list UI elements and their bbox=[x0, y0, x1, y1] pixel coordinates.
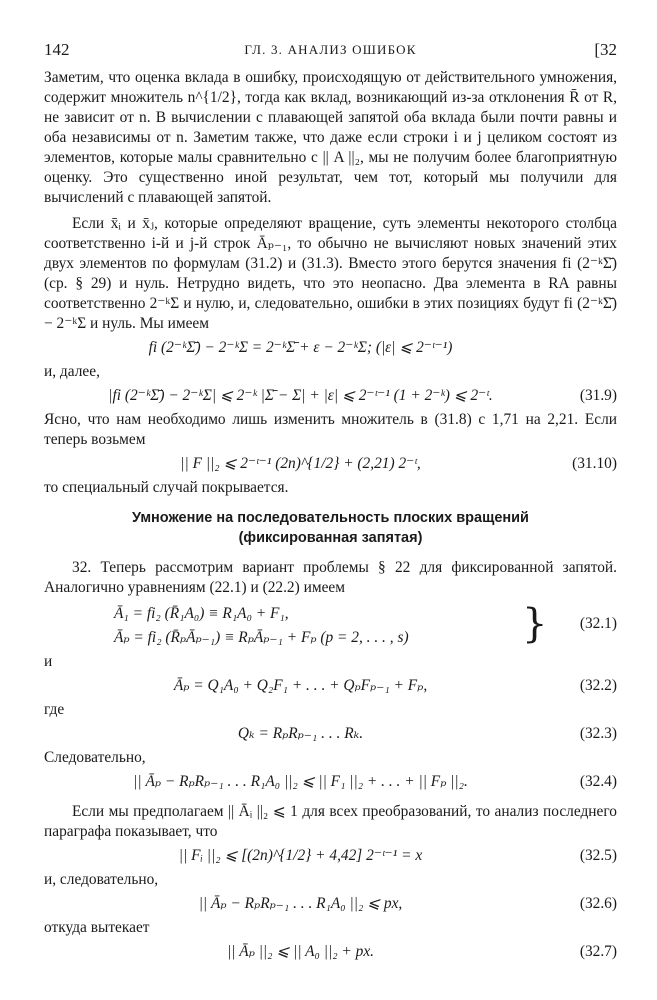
equation-body: Qₖ = RₚRₚ₋₁ . . . Rₖ. bbox=[237, 725, 364, 742]
equation-32-5 bbox=[44, 842, 617, 870]
section-heading-line-1: Умножение на последовательность плоских вращений bbox=[132, 510, 529, 526]
equation-line-2: Āₚ = fi₂ (R̄ₚĀₚ₋₁) ≡ RₚĀₚ₋₁ + Fₚ (p = 2, . . . , s) bbox=[114, 629, 409, 646]
paragraph-3: Ясно, что нам необходимо лишь изменить множитель в (31.8) с 1,71 на 2,21. Если теперь возьмем bbox=[44, 411, 617, 448]
equation-number: (31.9) bbox=[579, 387, 617, 404]
paragraph-4: то специальный случай покрывается. bbox=[44, 479, 289, 496]
equation-number: (32.2) bbox=[579, 677, 617, 694]
equation-number: (32.7) bbox=[579, 943, 617, 960]
equation-body: Āₚ = Q₁A₀ + Q₂F₁ + . . . + QₚFₚ₋₁ + Fₚ, bbox=[173, 677, 428, 694]
equation-body: fi (2⁻ᵏΣ̄) − 2⁻ᵏΣ = 2⁻ᵏΣ̄ + ε − 2⁻ᵏΣ; (|ε| ⩽ 2⁻ᵗ⁻¹) bbox=[148, 339, 453, 356]
text-and-consequently: и, следовательно, bbox=[44, 871, 159, 888]
equation-32-3 bbox=[44, 720, 617, 748]
equation-number: (32.6) bbox=[579, 895, 617, 912]
equation-32-1 bbox=[44, 598, 617, 652]
equation-32-4 bbox=[44, 768, 617, 796]
equation-number: (32.4) bbox=[579, 773, 617, 790]
equation-32-7 bbox=[44, 938, 617, 966]
equation-body: || Āₚ − RₚRₚ₋₁ . . . R₁A₀ ||₂ ⩽ px, bbox=[198, 895, 403, 912]
right-brace: } bbox=[522, 601, 548, 647]
page-body bbox=[44, 68, 617, 966]
text-and-further: и, далее, bbox=[44, 363, 100, 380]
equation-number: (31.10) bbox=[572, 455, 617, 472]
equation-line-1: Ā₁ = fi₂ (R̄₁A₀) ≡ R₁A₀ + F₁, bbox=[114, 605, 289, 622]
chapter-title: ГЛ. 3. АНАЛИЗ ОШИБОК bbox=[244, 42, 417, 57]
equation-number: (32.5) bbox=[579, 847, 617, 864]
equation-32-6 bbox=[44, 890, 617, 918]
equation-body: || Āₚ ||₂ ⩽ || A₀ ||₂ + px. bbox=[226, 943, 374, 960]
equation-number: (32.3) bbox=[579, 725, 617, 742]
equation-31-9 bbox=[44, 382, 617, 410]
section-marker: [32 bbox=[594, 40, 617, 59]
text-where: где bbox=[44, 701, 65, 718]
equation-body: || F ||₂ ⩽ 2⁻ᵗ⁻¹ (2n)^{1/2} + (2,21) 2⁻ᵗ, bbox=[180, 455, 421, 472]
equation-body: |fi (2⁻ᵏΣ̄) − 2⁻ᵏΣ| ⩽ 2⁻ᵏ |Σ̄ − Σ| + |ε| ⩽ 2⁻ᵗ⁻¹ (1 + 2⁻ᵏ) ⩽ 2⁻ᵗ. bbox=[108, 387, 493, 404]
equation-body: || Āₚ − RₚRₚ₋₁ . . . R₁A₀ ||₂ ⩽ || F₁ ||₂ + . . . + || Fₚ ||₂. bbox=[133, 773, 468, 790]
paragraph-6: Если мы предполагаем || Āᵢ ||₂ ⩽ 1 для всех преобразований, то анализ последнего параграфа показывает, что bbox=[44, 803, 617, 840]
text-whence: откуда вытекает bbox=[44, 919, 150, 936]
equation-32-2 bbox=[44, 672, 617, 700]
equation-error-identity bbox=[44, 334, 617, 362]
page-number: 142 bbox=[44, 40, 70, 59]
equation-body: || Fᵢ ||₂ ⩽ [(2n)^{1/2} + 4,42] 2⁻ᵗ⁻¹ = x bbox=[178, 847, 423, 864]
text-therefore: Следовательно, bbox=[44, 749, 146, 766]
paragraph-2: Если x̄ᵢ и x̄ⱼ, которые определяют вращение, суть элементы некоторого столбца соответственно i-й и j-й строк Āₚ₋₁, то обычно не вычисляют новых значений этих двух элементов по формулам (31.2) и (31.3). Вместо этого берутся значения fi (2⁻ᵏΣ̄) (ср. § 29) и нуль. Нетрудно видеть, что это неопасно. Два элемента в RA равны соответственно 2⁻ᵏΣ и нулю, и, следовательно, ошибки в этих позициях будут fi (2⁻ᵏΣ̄) − 2⁻ᵏΣ и нуль. Мы имеем bbox=[44, 215, 617, 332]
section-heading-line-2: (фиксированная запятая) bbox=[238, 530, 423, 546]
running-header bbox=[44, 40, 617, 64]
equation-31-10 bbox=[44, 450, 617, 478]
equation-number: (32.1) bbox=[579, 615, 617, 632]
paragraph-1: Заметим, что оценка вклада в ошибку, происходящую от действительного умножения, содержит множитель n^{1/2}, тогда как вклад, возникающий из-за отклонения R̄ от R, не зависит от n. В вычислении с плавающей запятой оба вклада были почти равны и оба независимы от n. Заметим также, что даже если строки i и j целиком состоят из элементов, которые малы сравнительно с || A ||₂, мы не получим более благоприятную оценку. Это существенно иной результат, чем тот, который мы получили для вычислений с плавающей запятой. bbox=[44, 69, 617, 206]
text-and: и bbox=[44, 653, 53, 670]
paragraph-5: 32. Теперь рассмотрим вариант проблемы § 22 для фиксированной запятой. Аналогично уравнениям (22.1) и (22.2) имеем bbox=[44, 559, 617, 596]
